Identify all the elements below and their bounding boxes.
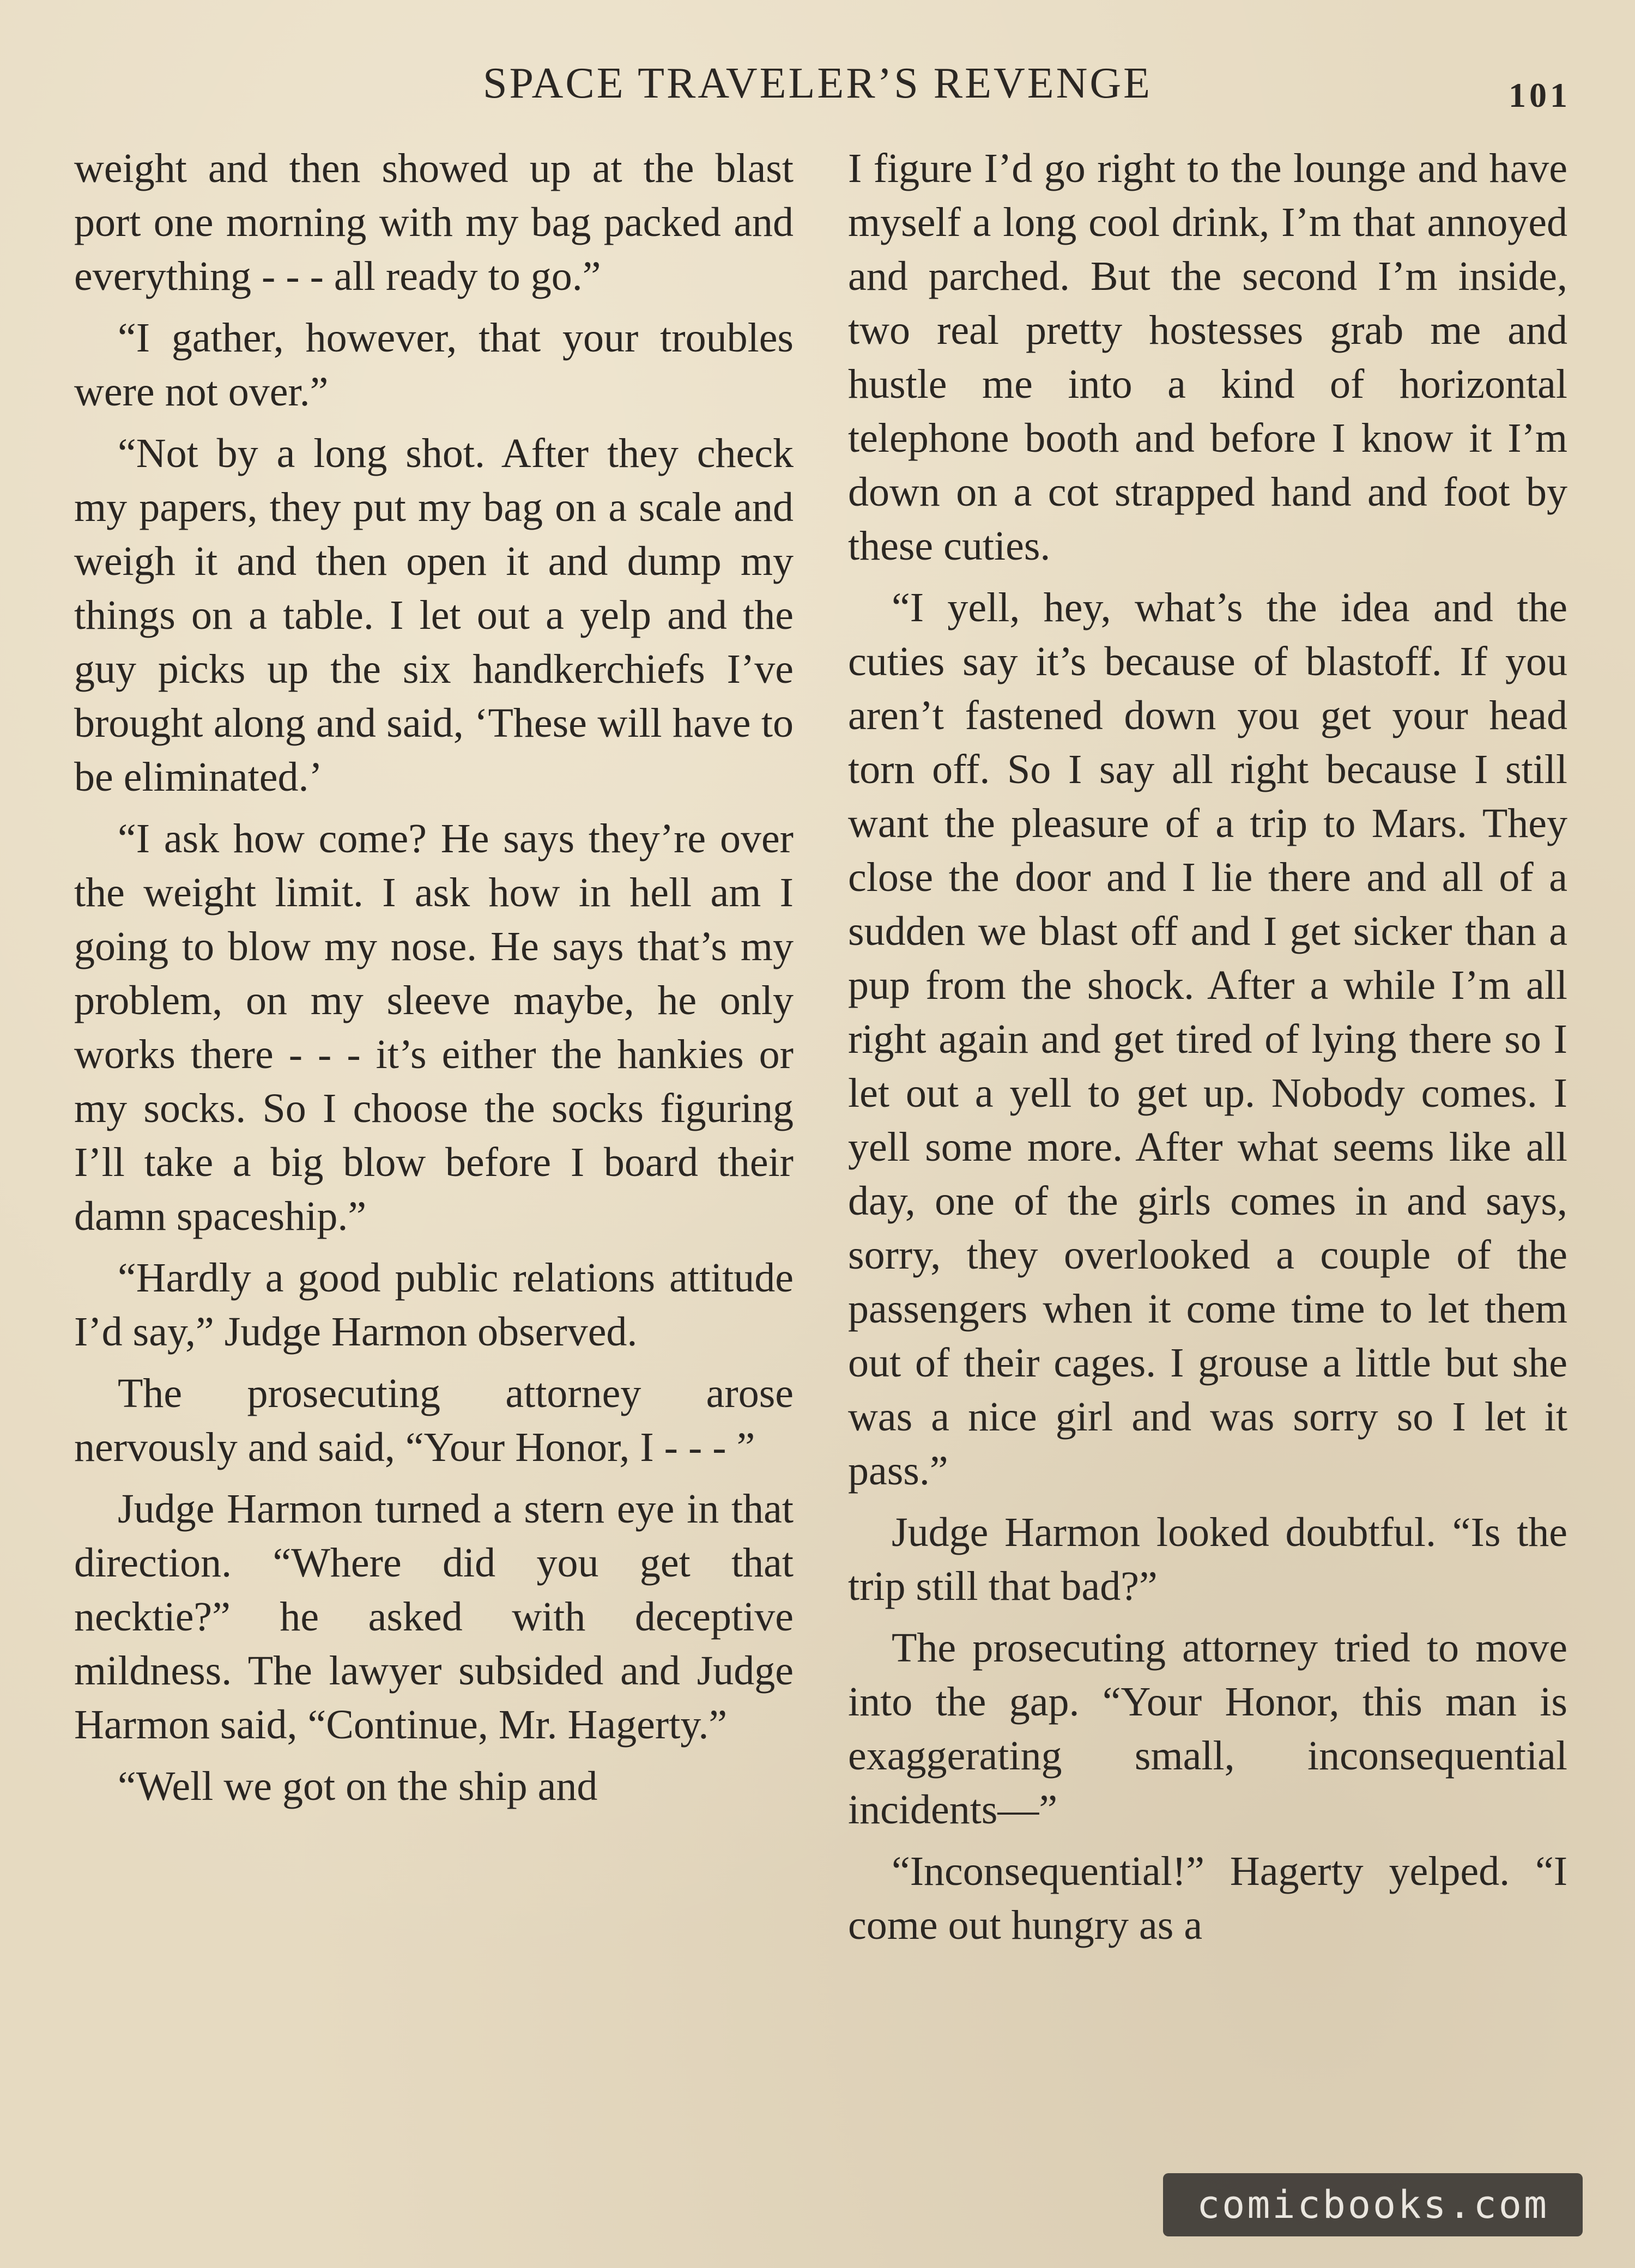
paragraph: Judge Harmon turned a stern eye in that direction. “Where did you get that necktie?” he asked with deceptive mildness. The lawyer subsided and Judge Harmon said, “Continue, Mr. Hagerty.” [74, 1486, 794, 1748]
left-column [74, 142, 794, 1821]
paragraph: The prosecuting attorney tried to move into the gap. “Your Honor, this man is exaggerating small, inconsequential incidents—” [848, 1625, 1567, 1833]
paragraph: “Well we got on the ship and [118, 1763, 598, 1809]
running-title: SPACE TRAVELER’S REVENGE [482, 59, 1153, 107]
paragraph: Judge Harmon looked doubtful. “Is the trip still that bad?” [848, 1509, 1567, 1609]
page-number: 101 [1509, 76, 1571, 114]
paragraph: “I yell, hey, what’s the idea and the cuties say it’s because of blastoff. If you aren’t fastened down you get your head torn off. So I say all right because I still want the pleasure of a trip to Mars. They close the door and I lie there and all of a sudden we blast off and I get sicker than a pup from the shock. After a while I’m all right again and get tired of lying there so I let out a yell to get up. Nobody comes. I yell some more. After what seems like all day, one of the girls comes in and says, sorry, they overlooked a couple of the passengers when it come time to let them out of their cages. I grouse a little but she was a nice girl and was sorry so I let it pass.” [848, 585, 1567, 1494]
paragraph: “Inconsequential!” Hagerty yelped. “I come out hungry as a [848, 1848, 1567, 1948]
paragraph: “Hardly a good public relations attitude I’d say,” Judge Harmon observed. [74, 1255, 794, 1355]
right-column [848, 142, 1567, 1960]
watermark-text: comicbooks.com [1196, 2182, 1549, 2227]
watermark-badge [1163, 2173, 1583, 2236]
paragraph: “Not by a long shot. After they check my papers, they put my bag on a scale and weigh it and then open it and dump my things on a table. I let out a yelp and the guy picks up the six handkerchiefs I’ve brought along and said, ‘These will have to be eliminated.’ [74, 430, 794, 800]
paragraph: “I ask how come? He says they’re over the weight limit. I ask how in hell am I going to blow my nose. He says that’s my problem, on my sleeve maybe, he only works there - - - it’s either the hankies or my socks. So I choose the socks figuring I’ll take a big blow before I board their damn spaceship.” [74, 816, 794, 1239]
paragraph: “I gather, however, that your troubles were not over.” [74, 315, 794, 415]
paragraph: I figure I’d go right to the lounge and have myself a long cool drink, I’m that annoyed and parched. But the second I’m inside, two real pretty hostesses grab me and hustle me into a kind of horizontal telephone booth and before I know it I’m down on a cot strapped hand and foot by these cuties. [848, 145, 1567, 569]
paragraph: weight and then showed up at the blast port one morning with my bag packed and everything - - - all ready to go.” [74, 145, 794, 299]
paragraph: The prosecuting attorney arose nervously and said, “Your Honor, I - - - ” [74, 1370, 794, 1470]
